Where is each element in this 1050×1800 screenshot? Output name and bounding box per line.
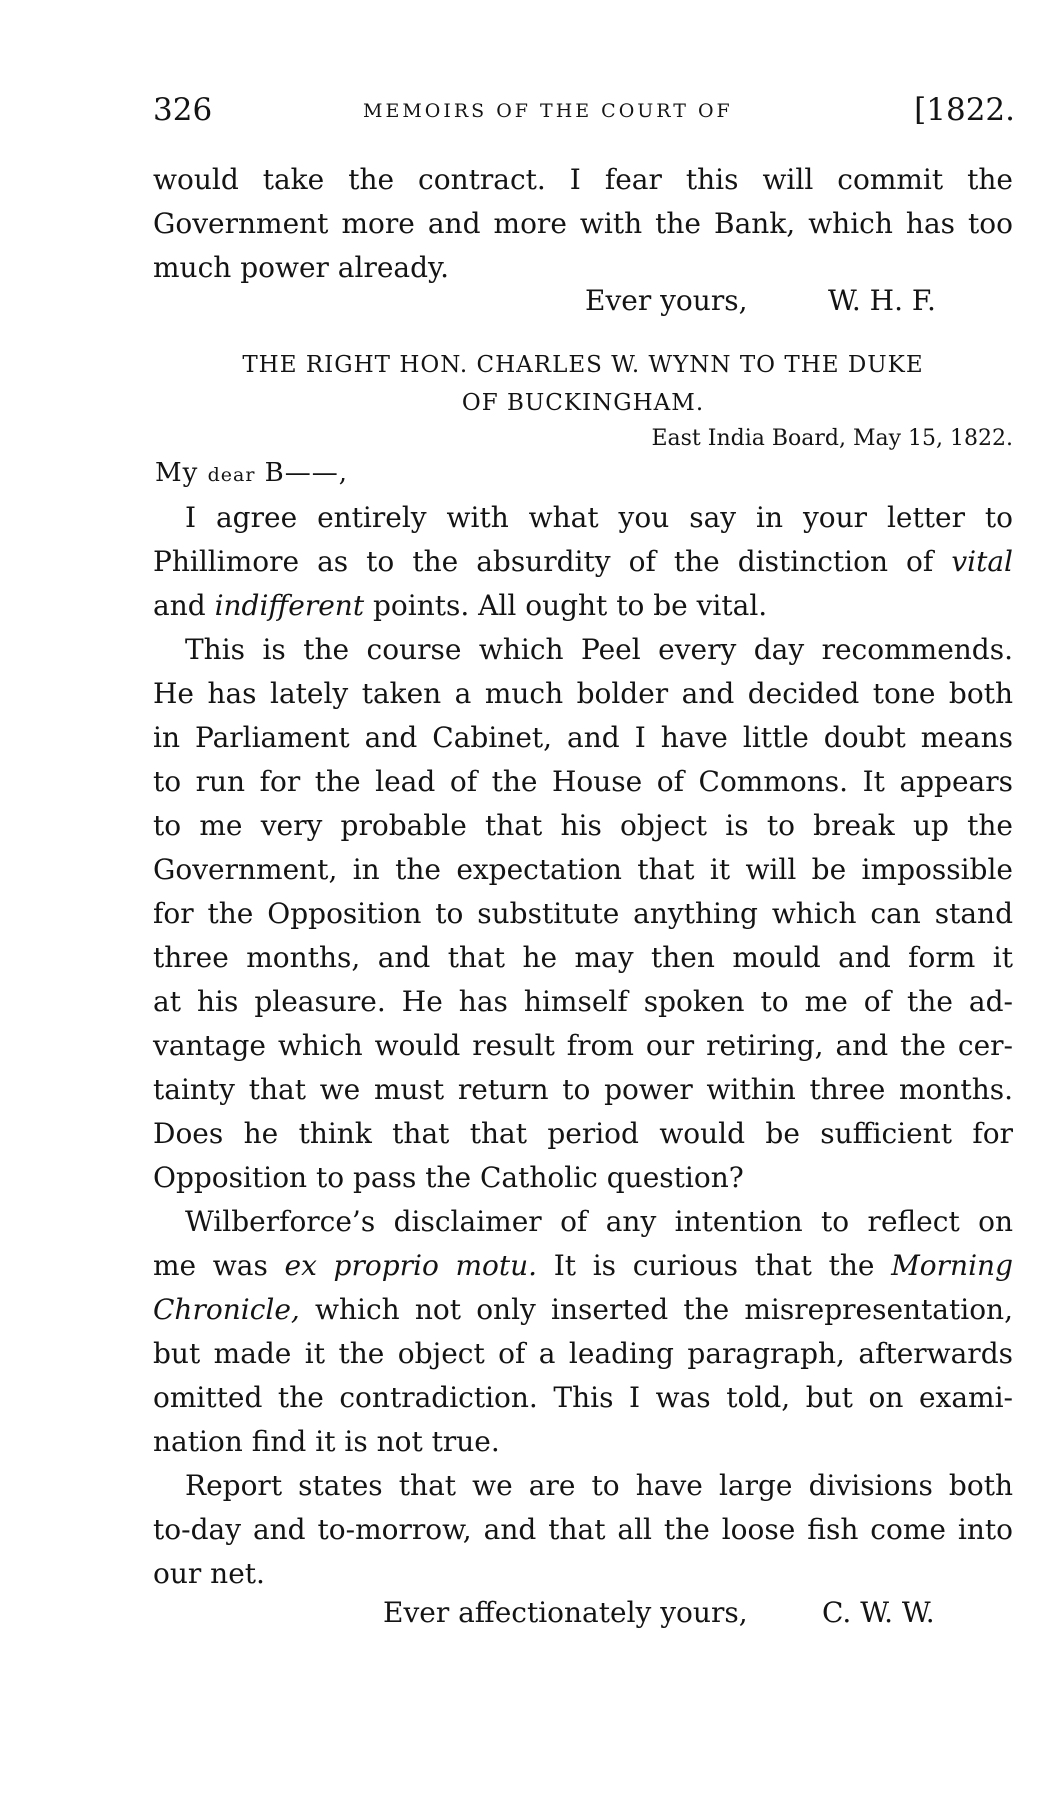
text-line (153, 542, 1013, 582)
text-line: Government, in the expectation that it will be impossible (153, 853, 1013, 886)
text-line: to-day and to-morrow, and that all the loose fish come into (153, 1513, 1013, 1546)
text-line: but made it the object of a leading paragraph, afterwards (153, 1337, 1013, 1370)
letter-heading: THE RIGHT HON. CHARLES W. WYNN TO THE DUKE (242, 352, 924, 378)
dateline: East India Board, May 15, 1822. (651, 426, 1013, 451)
text-span: It is curious that the (553, 1249, 875, 1282)
letter2-closing: Ever affectionately yours, (383, 1596, 748, 1629)
text-span: me was (153, 1249, 268, 1282)
text-line: Wilberforce’s disclaimer of any intention to reflect on (185, 1205, 1013, 1238)
text-line (153, 586, 1013, 626)
text-line: to me very probable that his object is to break up the (153, 809, 1013, 842)
text-line: for the Opposition to substitute anything which can stand (153, 897, 1013, 930)
salutation-word: My (155, 458, 199, 488)
text-line (153, 1246, 1013, 1286)
letter1-signature: W. H. F. (828, 284, 936, 317)
text-span: which not only inserted the misrepresentation, (315, 1293, 1013, 1326)
text-line: This is the course which Peel every day recommends. (185, 633, 1013, 666)
page-number: 326 (153, 92, 213, 128)
page-header (153, 92, 1015, 136)
text-span: and (153, 589, 206, 622)
text-span: Phillimore as to the absurdity of the distinction of (153, 545, 934, 578)
text-line: He has lately taken a much bolder and decided tone both (153, 677, 1013, 710)
text-line: Does he think that that period would be sufficient for (153, 1117, 1013, 1150)
salutation-name: B——, (264, 458, 349, 488)
text-line: at his pleasure. He has himself spoken to me of the ad- (153, 985, 1013, 1018)
salutation-word: dear (207, 464, 256, 486)
italic-text: indifferent (214, 589, 365, 622)
text-line (153, 1290, 1013, 1330)
letter-heading: OF BUCKINGHAM. (461, 390, 705, 416)
letter2-signature: C. W. W. (822, 1596, 935, 1629)
text-line: nation find it is not true. (153, 1425, 500, 1458)
salutation (155, 458, 348, 488)
text-line: three months, and that he may then mould and form it (153, 941, 1013, 974)
running-title: MEMOIRS OF THE COURT OF (363, 100, 733, 122)
text-line: Report states that we are to have large divisions both (185, 1469, 1013, 1502)
italic-text: ex proprio motu. (284, 1249, 538, 1282)
letter1-closing: Ever yours, (585, 284, 748, 317)
text-line: vantage which would result from our retiring, and the cer- (153, 1029, 1013, 1062)
text-span: points. All ought to be vital. (372, 589, 768, 622)
text-line: in Parliament and Cabinet, and I have little doubt means (153, 721, 1013, 754)
header-year: [1822. (914, 92, 1015, 128)
text-line: I agree entirely with what you say in your letter to (185, 501, 1013, 534)
text-line: would take the contract. I fear this will commit the (153, 163, 1013, 196)
italic-text: Morning (891, 1249, 1013, 1282)
text-line: our net. (153, 1557, 265, 1590)
text-line: to run for the lead of the House of Commons. It appears (153, 765, 1013, 798)
text-line: tainty that we must return to power within three months. (153, 1073, 1013, 1106)
italic-text: vital (951, 545, 1013, 578)
text-line: omitted the contradiction. This I was told, but on exami- (153, 1381, 1013, 1414)
text-line: Opposition to pass the Catholic question? (153, 1161, 744, 1194)
text-line: much power already. (153, 251, 450, 284)
italic-text: Chronicle, (153, 1293, 300, 1326)
text-line: Government more and more with the Bank, which has too (153, 207, 1013, 240)
